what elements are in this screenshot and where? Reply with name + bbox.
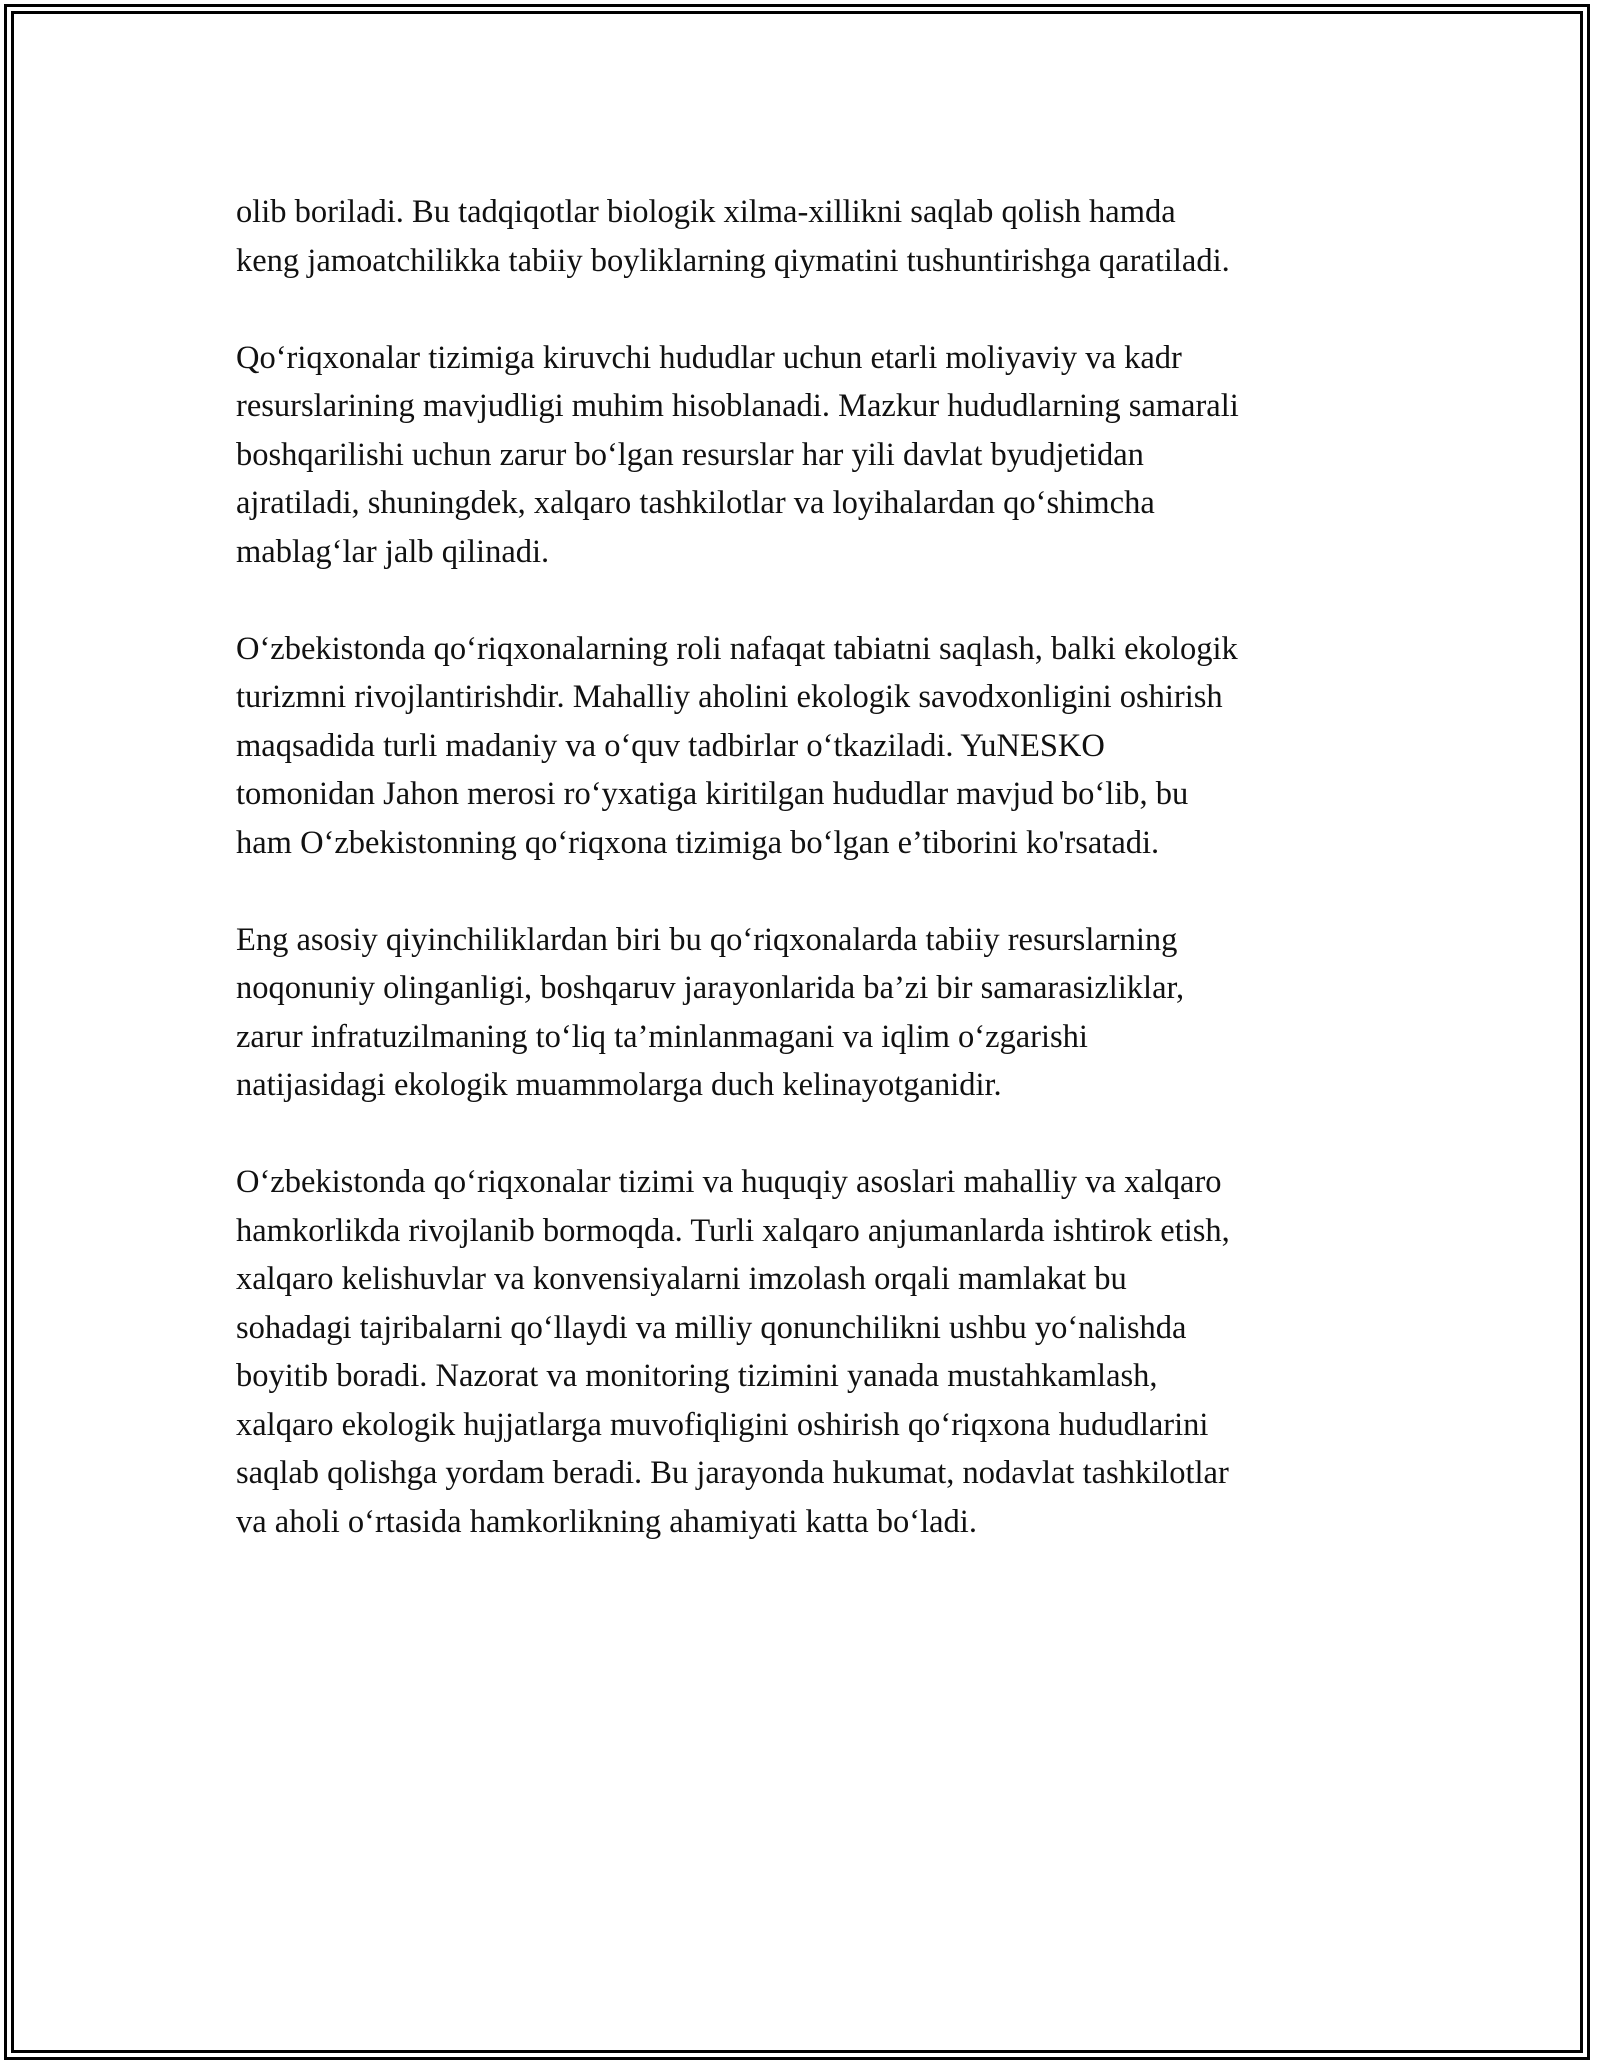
- text-line: natijasidagi ekologik muammolarga duch kelinayotganidir.: [236, 1067, 1002, 1103]
- text-line: ham O‘zbekistonning qo‘riqxona tizimiga bo‘lgan e’tiborini ko'rsatadi.: [236, 824, 1160, 861]
- paragraph-4: [236, 916, 1376, 1110]
- paragraph-5: [236, 1158, 1376, 1546]
- paragraph-2: [236, 334, 1376, 577]
- text-line: Qo‘riqxonalar tizimiga kiruvchi hududlar uchun etarli moliyaviy va kadr: [236, 339, 1182, 376]
- text-line: olib boriladi. Bu tadqiqotlar biologik xilma-xillikni saqlab qolish hamda: [236, 194, 1176, 230]
- text-line: boshqarilishi uchun zarur bo‘lgan resurslar har yili davlat byudjetidan: [236, 436, 1144, 473]
- text-line: turizmni rivojlantirishdir. Mahalliy aholini ekologik savodxonligini oshirish: [236, 679, 1223, 715]
- text-line: O‘zbekistonda qo‘riqxonalarning roli nafaqat tabiatni saqlash, balki ekologik: [236, 630, 1238, 667]
- text-line: va aholi o‘rtasida hamkorlikning ahamiyati katta bo‘ladi.: [236, 1503, 977, 1540]
- text-line: noqonuniy olinganligi, boshqaruv jarayonlarida ba’zi bir samarasizliklar,: [236, 970, 1185, 1006]
- paragraph-1: [236, 188, 1376, 285]
- text-line: xalqaro kelishuvlar va konvensiyalarni imzolash orqali mamlakat bu: [236, 1261, 1127, 1297]
- text-line: resurslarining mavjudligi muhim hisoblanadi. Mazkur hududlarning samarali: [236, 388, 1239, 424]
- text-line: Eng asosiy qiyinchiliklardan biri bu qo‘riqxonalarda tabiiy resurslarning: [236, 921, 1178, 958]
- document-body: [236, 188, 1376, 1595]
- text-line: saqlab qolishga yordam beradi. Bu jarayonda hukumat, nodavlat tashkilotlar: [236, 1455, 1229, 1491]
- text-line: boyitib boradi. Nazorat va monitoring tizimini yanada mustahkamlash,: [236, 1358, 1158, 1394]
- text-line: O‘zbekistonda qo‘riqxonalar tizimi va huquqiy asoslari mahalliy va xalqaro: [236, 1164, 1222, 1200]
- text-line: hamkorlikda rivojlanib bormoqda. Turli xalqaro anjumanlarda ishtirok etish,: [236, 1212, 1230, 1249]
- text-line: zarur infratuzilmaning to‘liq ta’minlanmagani va iqlim o‘zgarishi: [236, 1018, 1088, 1055]
- text-line: ajratiladi, shuningdek, xalqaro tashkilotlar va loyihalardan qo‘shimcha: [236, 485, 1155, 521]
- text-line: xalqaro ekologik hujjatlarga muvofiqligini oshirish qo‘riqxona hududlarini: [236, 1406, 1209, 1443]
- text-line: tomonidan Jahon merosi ro‘yxatiga kiritilgan hududlar mavjud bo‘lib, bu: [236, 776, 1189, 812]
- text-line: keng jamoatchilikka tabiiy boyliklarning qiymatini tushuntirishga qaratiladi.: [236, 242, 1230, 279]
- text-line: mablag‘lar jalb qilinadi.: [236, 533, 550, 570]
- text-line: maqsadida turli madaniy va o‘quv tadbirlar o‘tkaziladi. YuNESKO: [236, 727, 1105, 764]
- text-line: sohadagi tajribalarni qo‘llaydi va milliy qonunchilikni ushbu yo‘nalishda: [236, 1309, 1187, 1346]
- paragraph-3: [236, 625, 1376, 868]
